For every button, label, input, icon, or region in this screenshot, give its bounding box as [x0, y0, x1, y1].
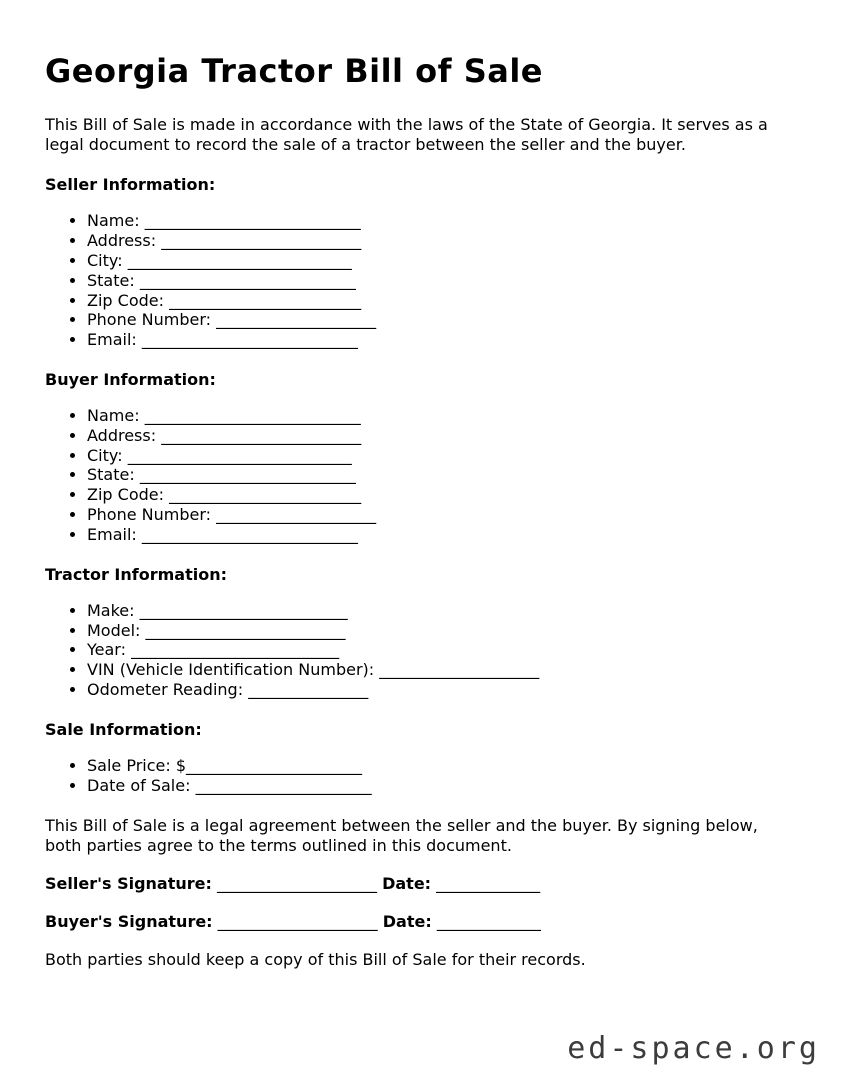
field-blank-line: ___________________________ [141, 524, 358, 544]
buyer-signature-row [45, 912, 799, 932]
field-blank-line: ___________________________ [144, 405, 361, 425]
field-blank-line: ____________________ [379, 660, 540, 680]
field-buyer-zip [87, 485, 799, 505]
field-tractor-make [87, 601, 799, 621]
field-label: Year: [87, 640, 126, 660]
field-seller-phone [87, 310, 799, 330]
seller-date-label: Date: [382, 873, 432, 893]
tractor-field-list [45, 601, 799, 700]
field-blank-line: _______________ [248, 680, 369, 700]
field-blank-line: ____________________________ [127, 250, 352, 270]
field-buyer-name [87, 406, 799, 426]
intro-paragraph: This Bill of Sale is made in accordance with the laws of the State of Georgia. It serves as a legal document to record the sale of a tractor between the seller and the buyer. [45, 115, 768, 155]
field-buyer-phone [87, 505, 799, 525]
section-heading-tractor: Tractor Information: [45, 564, 227, 584]
field-buyer-email [87, 525, 799, 545]
field-label: Date of Sale: [87, 775, 191, 795]
section-heading-sale: Sale Information: [45, 719, 202, 739]
field-blank-line: ________________________ [169, 485, 362, 505]
buyer-signature-label: Buyer's Signature: [45, 911, 213, 931]
field-seller-state [87, 271, 799, 291]
field-buyer-city [87, 446, 799, 466]
field-tractor-vin [87, 660, 799, 680]
field-seller-city [87, 251, 799, 271]
field-blank-line: _________________________ [161, 425, 362, 445]
site-watermark: ed-space.org [567, 1031, 820, 1066]
field-label: Sale Price: [87, 755, 171, 775]
field-label: Email: [87, 524, 137, 544]
agreement-paragraph: This Bill of Sale is a legal agreement between the seller and the buyer. By signing below, both parties agree to the terms outlined in this document. [45, 815, 758, 855]
field-blank-line: __________________________ [139, 600, 348, 620]
field-label: Phone Number: [87, 505, 212, 525]
field-label: State: [87, 270, 135, 290]
field-sale-price [87, 756, 799, 776]
field-label: Address: [87, 231, 157, 251]
field-label: Zip Code: [87, 485, 164, 505]
field-buyer-address [87, 426, 799, 446]
field-label: Name: [87, 405, 140, 425]
field-blank-line: _________________________ [161, 231, 362, 251]
field-blank-line: ____________________ [216, 505, 377, 525]
field-seller-name [87, 211, 799, 231]
field-seller-zip [87, 291, 799, 311]
field-buyer-state [87, 465, 799, 485]
field-label: City: [87, 250, 123, 270]
field-seller-email [87, 330, 799, 350]
field-blank-line: ________________________ [169, 290, 362, 310]
field-blank-line: ______________________ [195, 775, 372, 795]
field-label: Model: [87, 620, 141, 640]
buyer-date-label: Date: [382, 911, 432, 931]
buyer-signature-line: ____________________ [217, 911, 378, 931]
field-label: State: [87, 465, 135, 485]
field-label: Make: [87, 600, 135, 620]
field-tractor-model [87, 621, 799, 641]
field-label: VIN (Vehicle Identification Number): [87, 660, 375, 680]
field-label: Name: [87, 211, 140, 231]
field-blank-line: $______________________ [175, 755, 363, 775]
field-label: Email: [87, 330, 137, 350]
field-blank-line: ___________________________ [144, 211, 361, 231]
field-tractor-odometer [87, 680, 799, 700]
field-blank-line: ___________________________ [139, 465, 356, 485]
field-label: Phone Number: [87, 310, 212, 330]
field-label: Odometer Reading: [87, 680, 244, 700]
field-blank-line: ____________________________ [127, 445, 352, 465]
seller-signature-label: Seller's Signature: [45, 873, 212, 893]
field-sale-date [87, 776, 799, 796]
keep-copy-note: Both parties should keep a copy of this Bill of Sale for their records. [45, 949, 586, 969]
field-blank-line: ___________________________ [139, 270, 356, 290]
field-blank-line: _________________________ [145, 620, 346, 640]
seller-field-list [45, 211, 799, 350]
buyer-date-line: _____________ [436, 911, 541, 931]
field-tractor-year [87, 640, 799, 660]
field-blank-line: __________________________ [131, 640, 340, 660]
field-blank-line: ___________________________ [141, 330, 358, 350]
field-seller-address [87, 231, 799, 251]
sale-field-list [45, 756, 799, 796]
seller-signature-row [45, 874, 799, 894]
seller-date-line: _____________ [436, 873, 541, 893]
section-heading-seller: Seller Information: [45, 175, 216, 195]
seller-signature-line: ____________________ [217, 873, 377, 893]
field-label: Address: [87, 425, 157, 445]
section-heading-buyer: Buyer Information: [45, 369, 216, 389]
page-title: Georgia Tractor Bill of Sale [45, 52, 543, 90]
field-label: City: [87, 445, 123, 465]
buyer-field-list [45, 406, 799, 545]
field-blank-line: ____________________ [216, 310, 377, 330]
field-label: Zip Code: [87, 290, 164, 310]
